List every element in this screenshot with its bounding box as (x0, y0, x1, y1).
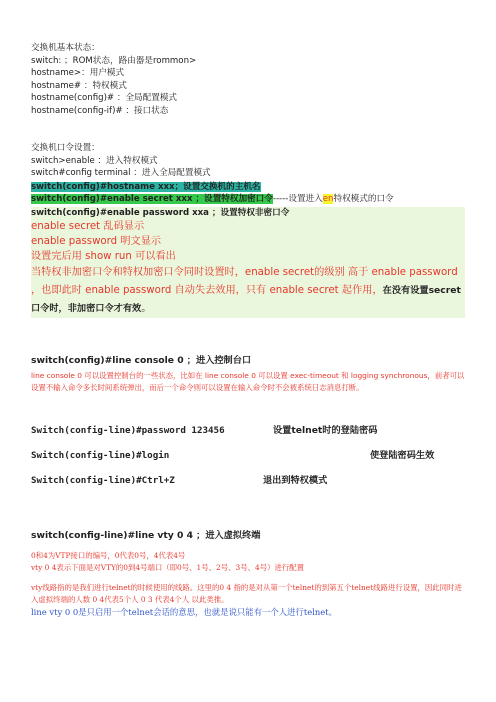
text-line: switch>enable ：进入特权模式 (31, 155, 158, 166)
text-line: switch: ；ROM状态，路由器是rommon> (31, 55, 197, 66)
command-login-desc: 使登陆密码生效 (370, 450, 435, 461)
text-line: hostname>：用户模式 (31, 68, 125, 78)
enable-password-command-line: switch(config)#enable password xxa ；设置特权非密口令 (31, 207, 290, 218)
section-title: 交换机口令设置： (31, 143, 100, 153)
highlight: switch(config)#enable secret xxx ；设置特权加密口令 (31, 194, 273, 204)
note-line: 设置完后用 show run 可以看出 (31, 251, 176, 262)
highlight-word: en (322, 194, 334, 204)
command-login: Switch(config-line)#login (31, 450, 170, 461)
note-end: 。 (141, 303, 152, 314)
text-line: hostname(config)# ：全局配置模式 (31, 93, 178, 103)
note-text: 当特权非加密口令和特权加密口令同时设置时，enable secret的级别 高于 enable password ，也即此时 enable password 自动失去效用，只有 enable secret 起作用， (31, 267, 458, 296)
note-line: enable password 明文显示 (31, 236, 162, 247)
section-title: switch(config)#line console 0 ；进入控制台口 (31, 355, 252, 366)
console-description: line console 0 可以设置控制台的一些状态，比如在 line console 0 可以设置 exec-timeout 和 logging synchronous，前者可以设置不输入命令多长时间系统弹出，而后一个命令则可以设置在输入命令时不会被系统日志消息打断。 (31, 370, 465, 392)
note-paragraph (31, 264, 465, 318)
text-line: hostname(config-if)# ：接口状态 (31, 105, 169, 116)
command-password-desc: 设置telnet时的登陆密码 (273, 425, 378, 436)
note-bold-text: 在没有设置secret口令时，非加密口令才有效 (31, 285, 461, 314)
highlight: switch(config)#hostname xxx；设置交换机的主机名 (31, 181, 261, 192)
command-ctrl-z-desc: 退出到特权模式 (263, 475, 328, 486)
note-line: vty 0 4表示下面是对VTY的0到4号端口（即0号、1号、2号、3号、4号）进行配置 (31, 562, 305, 572)
note-line-blue: line vty 0 0是只启用一个telnet会话的意思，也就是说只能有一个人进行telnet。 (31, 606, 337, 617)
note-line: enable secret 乱码显示 (31, 221, 145, 232)
highlighted-panel (31, 207, 465, 319)
section-line-console (31, 355, 465, 394)
command-ctrl-z: Switch(config-line)#Ctrl+Z (31, 475, 175, 486)
section-basic-states (31, 42, 465, 117)
text-span: 特权模式的口令 (333, 194, 394, 204)
section-title: 交换机基本状态： (31, 43, 100, 53)
hostname-command-line (31, 181, 465, 194)
text-line: hostname# ：特权模式 (31, 80, 127, 91)
enable-secret-command-line (31, 193, 465, 206)
text-span: -----设置进入 (272, 194, 323, 204)
section-title: switch(config-line)#line vty 0 4 ；进入虚拟终端 (31, 530, 261, 541)
note-line: 0和4为VTP接口的编号，0代表0号，4代表4号 (31, 550, 186, 560)
section-line-vty (31, 530, 465, 619)
note-paragraph: vty线路指的是我们进行telnet的时候使用的线路。这里的0 4 指的是对从第一个telnet的到第五个telnet线路进行设置，因此同时进入虚拟终端的人数 0 4代表5个人 0 3 代表4个人 以此类推。 (31, 582, 462, 604)
text-line: switch#config terminal ：进入全局配置模式 (31, 168, 211, 178)
section-password-settings (31, 142, 465, 318)
command-password: Switch(config-line)#password 123456 (31, 425, 225, 436)
